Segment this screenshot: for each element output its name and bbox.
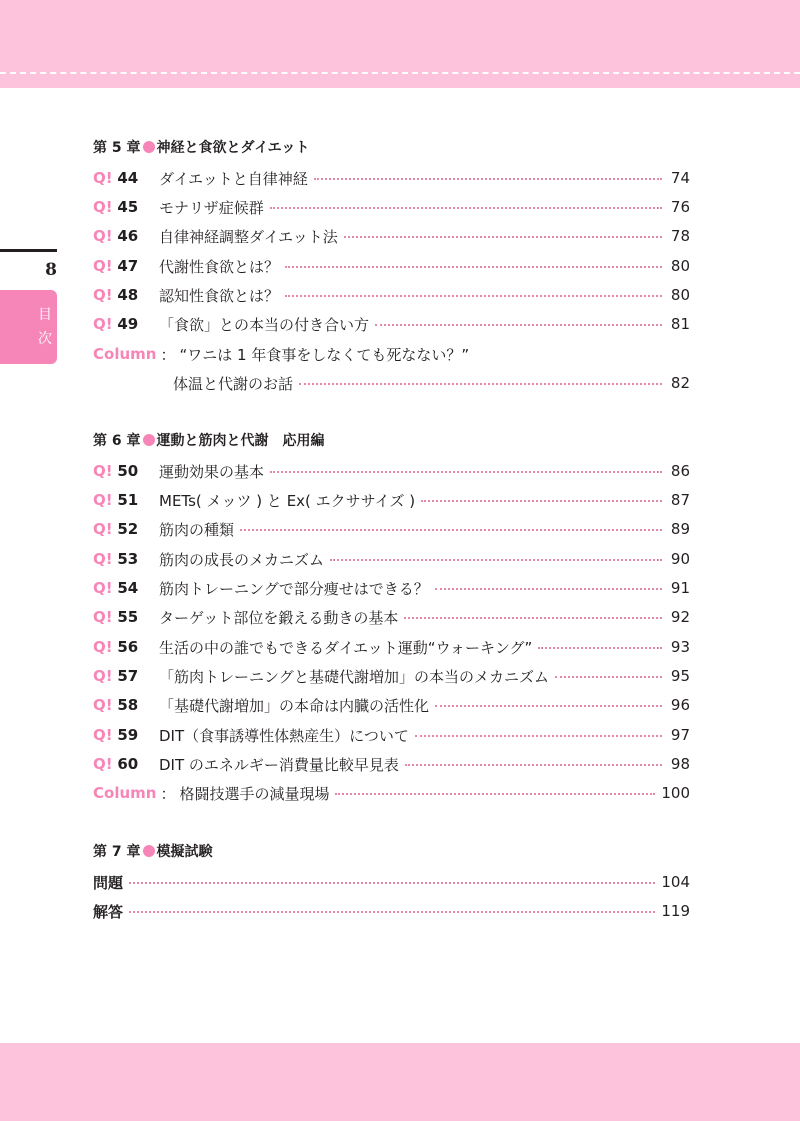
question-number <box>93 726 159 744</box>
entry-title: 「筋肉トレーニングと基礎代謝増加」の本当のメカニズム <box>159 667 550 686</box>
entry-page: 104 <box>661 873 690 891</box>
q-number: 59 <box>117 726 139 744</box>
question-number <box>93 257 159 275</box>
column-subtitle: 体温と代謝のお話 <box>173 374 294 393</box>
dotted-leader <box>314 178 662 180</box>
q-number: 56 <box>117 638 139 656</box>
toc-entry[interactable] <box>93 724 690 746</box>
toc-entry[interactable] <box>93 900 690 922</box>
question-number <box>93 462 159 480</box>
chapter-number: 第 7 章 <box>93 844 141 860</box>
q-mark: Q! <box>93 696 113 714</box>
q-number: 49 <box>117 315 139 333</box>
question-number <box>93 227 159 245</box>
dotted-leader <box>270 471 662 473</box>
dotted-leader <box>375 324 662 326</box>
side-tab-char: 次 <box>38 331 52 347</box>
q-mark: Q! <box>93 755 113 773</box>
entry-title: 筋肉トレーニングで部分痩せはできる？ <box>159 579 429 598</box>
q-number: 54 <box>117 579 139 597</box>
chapter-heading <box>93 137 690 159</box>
toc-entry[interactable] <box>93 489 690 511</box>
q-mark: Q! <box>93 520 113 538</box>
q-mark: Q! <box>93 286 113 304</box>
dotted-leader <box>285 266 662 268</box>
question-number <box>93 491 159 509</box>
column-colon: ： <box>160 784 176 803</box>
toc-entry[interactable] <box>93 606 690 628</box>
toc-entry[interactable] <box>93 167 690 189</box>
question-number <box>93 550 159 568</box>
dotted-leader <box>405 764 662 766</box>
question-number <box>93 520 159 538</box>
q-mark: Q! <box>93 462 113 480</box>
entry-title: 「基礎代謝増加」の本命は内臓の活性化 <box>159 696 430 715</box>
entry-page: 95 <box>670 667 690 685</box>
toc-entry[interactable] <box>93 871 690 893</box>
entry-page: 82 <box>670 374 690 392</box>
q-number: 51 <box>117 491 139 509</box>
q-number: 45 <box>117 198 139 216</box>
bottom-decorative-band <box>0 1043 800 1121</box>
dotted-leader <box>285 295 662 297</box>
q-mark: Q! <box>93 315 113 333</box>
side-tab-char: 目 <box>38 307 52 323</box>
question-number <box>93 169 159 187</box>
dotted-leader <box>421 500 662 502</box>
entry-title: 運動効果の基本 <box>159 462 265 481</box>
toc-entry[interactable] <box>93 753 690 775</box>
column-colon: ： <box>160 345 176 364</box>
chapter-title: 神経と食欲とダイエット <box>156 140 310 156</box>
entry-title: 解答 <box>93 902 124 921</box>
entry-page: 87 <box>670 491 690 509</box>
toc-entry[interactable] <box>93 548 690 570</box>
entry-title: 生活の中の誰でもできるダイエット運動“ウォーキング” <box>159 638 533 657</box>
entry-title: ターゲット部位を鍛える動きの基本 <box>159 608 399 627</box>
entry-page: 86 <box>670 462 690 480</box>
entry-title: ダイエットと自律神経 <box>159 169 308 188</box>
toc-entry[interactable] <box>93 577 690 599</box>
entry-page: 74 <box>670 169 690 187</box>
dotted-leader <box>299 383 662 385</box>
entry-page: 91 <box>670 579 690 597</box>
entry-page: 96 <box>670 696 690 714</box>
column-title: 格闘技選手の減量現場 <box>179 784 330 803</box>
column-entry-continued[interactable] <box>173 372 690 394</box>
top-decorative-band <box>0 0 800 88</box>
entry-page: 78 <box>670 227 690 245</box>
contents-side-tab[interactable] <box>0 290 57 364</box>
q-number: 44 <box>117 169 139 187</box>
entry-page: 90 <box>670 550 690 568</box>
q-mark: Q! <box>93 198 113 216</box>
dotted-leader <box>435 588 662 590</box>
dotted-leader <box>240 529 662 531</box>
entry-page: 81 <box>670 315 690 333</box>
entry-page: 100 <box>661 784 690 802</box>
q-mark: Q! <box>93 169 113 187</box>
entry-page: 93 <box>670 638 690 656</box>
q-mark: Q! <box>93 257 113 275</box>
entry-title: 問題 <box>93 873 124 892</box>
q-mark: Q! <box>93 579 113 597</box>
chapter-title: 運動と筋肉と代謝 応用編 <box>156 433 325 449</box>
column-entry[interactable] <box>93 782 690 804</box>
entry-page: 98 <box>670 755 690 773</box>
dotted-leader <box>330 559 662 561</box>
toc-entry[interactable] <box>93 196 690 218</box>
entry-page: 76 <box>670 198 690 216</box>
dotted-leader <box>335 793 655 795</box>
pink-bullet-icon <box>143 845 155 857</box>
q-mark: Q! <box>93 638 113 656</box>
toc-entry[interactable] <box>93 225 690 247</box>
q-number: 46 <box>117 227 139 245</box>
q-mark: Q! <box>93 726 113 744</box>
q-mark: Q! <box>93 491 113 509</box>
side-rule <box>0 249 57 252</box>
chapter-heading <box>93 841 690 863</box>
dotted-leader <box>555 676 662 678</box>
chapter-title: 模擬試験 <box>156 844 213 860</box>
entry-title: 筋肉の成長のメカニズム <box>159 550 325 569</box>
question-number <box>93 696 159 714</box>
dotted-leader <box>129 882 655 884</box>
q-number: 55 <box>117 608 139 626</box>
q-number: 58 <box>117 696 139 714</box>
q-mark: Q! <box>93 550 113 568</box>
chapter-number: 第 6 章 <box>93 433 141 449</box>
entry-title: DIT（食事誘導性体熱産生）について <box>159 726 409 745</box>
question-number <box>93 638 159 656</box>
toc-entry[interactable] <box>93 313 690 335</box>
q-mark: Q! <box>93 227 113 245</box>
dotted-leader <box>344 236 662 238</box>
entry-page: 80 <box>670 286 690 304</box>
dotted-leader <box>538 647 662 649</box>
entry-page: 97 <box>670 726 690 744</box>
entry-title: 自律神経調整ダイエット法 <box>159 227 338 246</box>
question-number <box>93 608 159 626</box>
q-mark: Q! <box>93 667 113 685</box>
page-number: 8 <box>45 260 57 280</box>
q-number: 52 <box>117 520 139 538</box>
question-number <box>93 667 159 685</box>
toc-entry[interactable] <box>93 636 690 658</box>
q-number: 47 <box>117 257 139 275</box>
entry-title: DIT のエネルギー消費量比較早見表 <box>159 755 399 774</box>
entry-title: METs( メッツ ) と Ex( エクササイズ ) <box>159 491 416 510</box>
chapter-heading <box>93 430 690 452</box>
entry-page: 89 <box>670 520 690 538</box>
chapter-number: 第 5 章 <box>93 140 141 156</box>
entry-page: 119 <box>661 902 690 920</box>
question-number <box>93 755 159 773</box>
dotted-leader <box>270 207 662 209</box>
top-dashed-line <box>0 72 800 74</box>
q-mark: Q! <box>93 608 113 626</box>
column-label: Column <box>93 784 157 802</box>
q-number: 50 <box>117 462 139 480</box>
column-label: Column <box>93 345 157 363</box>
pink-bullet-icon <box>143 141 155 153</box>
toc-entry[interactable] <box>93 284 690 306</box>
toc-entry[interactable] <box>93 460 690 482</box>
entry-page: 80 <box>670 257 690 275</box>
dotted-leader <box>404 617 662 619</box>
question-number <box>93 198 159 216</box>
entry-title: 代謝性食欲とは？ <box>159 257 280 276</box>
toc-entry[interactable] <box>93 255 690 277</box>
entry-title: 「食欲」との本当の付き合い方 <box>159 315 370 334</box>
toc-entry[interactable] <box>93 694 690 716</box>
dotted-leader <box>129 911 655 913</box>
entry-page: 92 <box>670 608 690 626</box>
q-number: 57 <box>117 667 139 685</box>
question-number <box>93 286 159 304</box>
question-number <box>93 315 159 333</box>
entry-title: モナリザ症候群 <box>159 198 264 217</box>
pink-bullet-icon <box>143 434 155 446</box>
column-entry[interactable] <box>93 343 690 365</box>
question-number <box>93 579 159 597</box>
entry-title: 認知性食欲とは？ <box>159 286 280 305</box>
q-number: 48 <box>117 286 139 304</box>
q-number: 53 <box>117 550 139 568</box>
dotted-leader <box>435 705 662 707</box>
toc-entry[interactable] <box>93 518 690 540</box>
entry-title: 筋肉の種類 <box>159 520 235 539</box>
column-title: “ワニは 1 年食事をしなくても死なない？” <box>179 345 470 364</box>
q-number: 60 <box>117 755 139 773</box>
dotted-leader <box>415 735 662 737</box>
toc-entry[interactable] <box>93 665 690 687</box>
